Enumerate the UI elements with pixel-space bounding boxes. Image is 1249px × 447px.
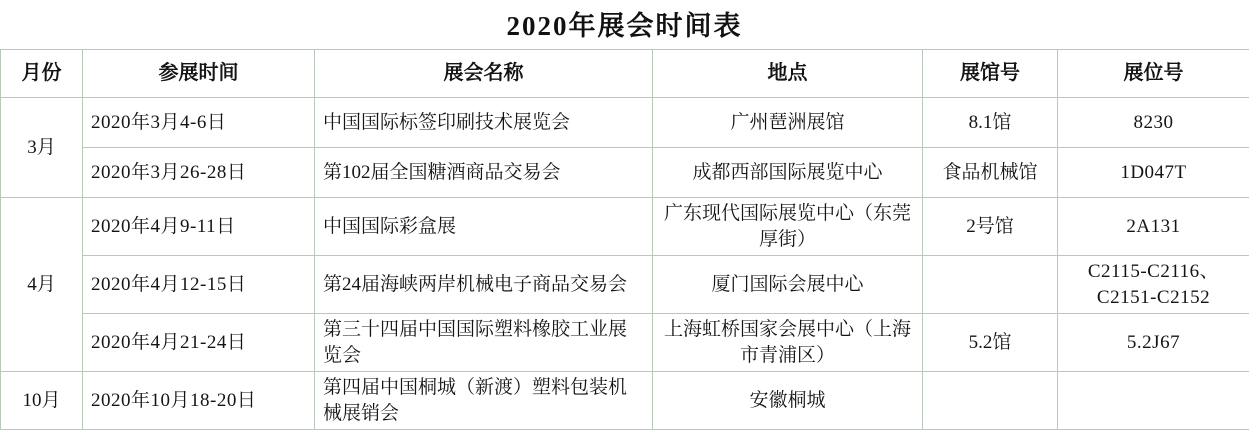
- column-header-hall: 展馆号: [923, 50, 1058, 98]
- cell-place: 广州琶洲展馆: [653, 98, 923, 148]
- table-row: [1, 198, 1249, 256]
- cell-hall: 5.2馆: [923, 314, 1058, 372]
- column-header-month: 月份: [1, 50, 83, 98]
- cell-hall: [923, 256, 1058, 314]
- cell-place: 上海虹桥国家会展中心（上海市青浦区）: [653, 314, 923, 372]
- cell-date: 2020年3月4-6日: [83, 98, 315, 148]
- cell-hall: 食品机械馆: [923, 148, 1058, 198]
- table-row: [1, 314, 1249, 372]
- column-header-date: 参展时间: [83, 50, 315, 98]
- column-header-booth: 展位号: [1058, 50, 1249, 98]
- table-row: [1, 372, 1249, 430]
- cell-booth: 5.2J67: [1058, 314, 1249, 372]
- cell-name: 中国国际标签印刷技术展览会: [315, 98, 653, 148]
- cell-booth: 2A131: [1058, 198, 1249, 256]
- table-header-row: [1, 50, 1249, 98]
- table-row: [1, 256, 1249, 314]
- cell-date: 2020年4月9-11日: [83, 198, 315, 256]
- cell-place: 广东现代国际展览中心（东莞厚街）: [653, 198, 923, 256]
- cell-hall: 2号馆: [923, 198, 1058, 256]
- cell-date: 2020年3月26-28日: [83, 148, 315, 198]
- cell-hall: 8.1馆: [923, 98, 1058, 148]
- table-row: [1, 98, 1249, 148]
- cell-month: 4月: [1, 198, 83, 372]
- cell-hall: [923, 372, 1058, 430]
- cell-name: 第四届中国桐城（新渡）塑料包装机械展销会: [315, 372, 653, 430]
- table-row: [1, 148, 1249, 198]
- cell-name: 第24届海峡两岸机械电子商品交易会: [315, 256, 653, 314]
- cell-place: 厦门国际会展中心: [653, 256, 923, 314]
- cell-booth: 1D047T: [1058, 148, 1249, 198]
- cell-booth: C2115-C2116、C2151-C2152: [1058, 256, 1249, 314]
- cell-date: 2020年4月12-15日: [83, 256, 315, 314]
- cell-place: 成都西部国际展览中心: [653, 148, 923, 198]
- cell-booth: 8230: [1058, 98, 1249, 148]
- column-header-name: 展会名称: [315, 50, 653, 98]
- column-header-place: 地点: [653, 50, 923, 98]
- page-title: 2020年展会时间表: [506, 11, 743, 41]
- cell-month: 10月: [1, 372, 83, 430]
- cell-name: 第102届全国糖酒商品交易会: [315, 148, 653, 198]
- cell-name: 中国国际彩盒展: [315, 198, 653, 256]
- cell-date: 2020年10月18-20日: [83, 372, 315, 430]
- cell-date: 2020年4月21-24日: [83, 314, 315, 372]
- cell-month: 3月: [1, 98, 83, 198]
- cell-booth: [1058, 372, 1249, 430]
- cell-name: 第三十四届中国国际塑料橡胶工业展览会: [315, 314, 653, 372]
- cell-place: 安徽桐城: [653, 372, 923, 430]
- exhibition-schedule-table: [0, 49, 1249, 430]
